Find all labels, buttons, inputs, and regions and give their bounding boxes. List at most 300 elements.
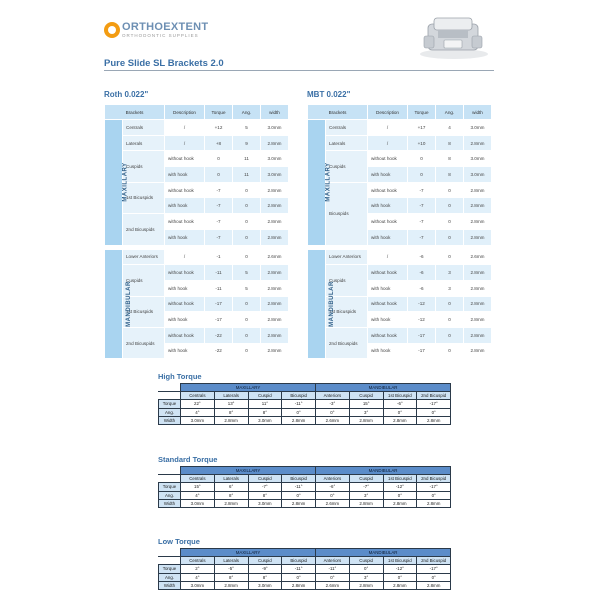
- maxillary-group-label: MAXILLARY: [105, 120, 123, 246]
- ang-cell: 0: [436, 312, 464, 328]
- column-header: Anteriors: [316, 557, 350, 565]
- desc-cell: with hook: [165, 229, 205, 245]
- header-width: width: [261, 105, 289, 120]
- torque-cell: -12: [408, 312, 436, 328]
- torque-table: [158, 383, 451, 425]
- value-cell: 2.6mm: [316, 499, 350, 507]
- column-header: Bicuspid: [282, 475, 316, 483]
- value-cell: 3.0mm: [248, 581, 282, 589]
- maxillary-header: MAXILLARY: [181, 384, 316, 392]
- width-cell: 2.8mm: [261, 343, 289, 359]
- torque-cell: 0: [205, 151, 233, 167]
- torque-cell: -7: [205, 229, 233, 245]
- header-width: width: [464, 105, 492, 120]
- ang-cell: 0: [233, 214, 261, 230]
- value-cell: -3°: [316, 400, 350, 408]
- torque-cell: -12: [408, 296, 436, 312]
- ang-cell: 5: [233, 280, 261, 296]
- torque-cell: +10: [408, 135, 436, 151]
- column-header: 1st Bicuspid: [383, 557, 417, 565]
- torque-cell: 0: [408, 167, 436, 183]
- value-cell: 15°: [181, 483, 215, 491]
- ang-cell: 0: [436, 249, 464, 265]
- value-cell: -17°: [417, 483, 451, 491]
- header-description: Description: [165, 105, 205, 120]
- column-header: Laterals: [214, 475, 248, 483]
- value-cell: 0°: [316, 491, 350, 499]
- torque-cell: 0: [205, 167, 233, 183]
- column-header: Cuspid: [349, 392, 383, 400]
- column-header: Anteriors: [316, 475, 350, 483]
- desc-cell: with hook: [368, 167, 408, 183]
- row-label: Torque: [159, 483, 181, 491]
- ang-cell: 0: [233, 327, 261, 343]
- width-cell: 2.6mm: [261, 249, 289, 265]
- tooth-name: Laterals: [326, 135, 368, 151]
- value-cell: 3°: [349, 408, 383, 416]
- value-cell: 2.8mm: [349, 499, 383, 507]
- desc-cell: without hook: [165, 151, 205, 167]
- torque-cell: -6: [408, 249, 436, 265]
- value-cell: -7°: [349, 483, 383, 491]
- value-cell: 22°: [181, 400, 215, 408]
- mbt-table-section: [307, 90, 491, 359]
- column-header: Anteriors: [316, 392, 350, 400]
- ang-cell: 0: [233, 249, 261, 265]
- mandibular-group-label: MANDIBULAR: [105, 249, 123, 359]
- ang-cell: 8: [436, 151, 464, 167]
- column-header: 2nd Bicuspid: [417, 557, 451, 565]
- ang-cell: 11: [233, 167, 261, 183]
- width-cell: 2.8mm: [464, 229, 492, 245]
- catalog-page: [104, 14, 494, 594]
- value-cell: 15°: [349, 400, 383, 408]
- table-row: [159, 416, 451, 424]
- value-cell: 2.8mm: [383, 416, 417, 424]
- value-cell: 0°: [417, 408, 451, 416]
- torque-table-section: [158, 372, 450, 425]
- torque-table-section: [158, 455, 450, 508]
- desc-cell: with hook: [165, 167, 205, 183]
- value-cell: 2.8mm: [383, 581, 417, 589]
- value-cell: 8°: [214, 408, 248, 416]
- value-cell: 2.8mm: [282, 499, 316, 507]
- torque-cell: -11: [205, 265, 233, 281]
- value-cell: 3.0mm: [181, 416, 215, 424]
- column-header: 1st Bicuspid: [383, 475, 417, 483]
- column-header: Cuspid: [349, 557, 383, 565]
- ang-cell: 0: [436, 182, 464, 198]
- ang-cell: 0: [436, 214, 464, 230]
- value-cell: 3.0mm: [181, 499, 215, 507]
- value-cell: -12°: [383, 565, 417, 573]
- column-header: 2nd Bicuspid: [417, 475, 451, 483]
- row-label: Ang.: [159, 573, 181, 581]
- width-cell: 2.8mm: [261, 214, 289, 230]
- value-cell: 2.6mm: [316, 416, 350, 424]
- header-ang: Ang.: [436, 105, 464, 120]
- desc-cell: with hook: [368, 229, 408, 245]
- value-cell: -11°: [282, 483, 316, 491]
- value-cell: 0°: [282, 491, 316, 499]
- torque-cell: -6: [408, 280, 436, 296]
- width-cell: 2.8mm: [464, 265, 492, 281]
- logo-text: ORTHOEXTENT: [122, 21, 209, 33]
- value-cell: 8°: [248, 573, 282, 581]
- desc-cell: /: [368, 120, 408, 136]
- value-cell: 3.0mm: [248, 416, 282, 424]
- roth-table: [104, 104, 289, 359]
- ang-cell: 5: [233, 120, 261, 136]
- tooth-name: 2nd Bicuspids: [326, 327, 368, 358]
- row-label: Torque: [159, 565, 181, 573]
- value-cell: -5°: [214, 565, 248, 573]
- width-cell: 2.8mm: [261, 280, 289, 296]
- tooth-name: Cuspids: [123, 265, 165, 296]
- mandibular-header: MANDIBULAR: [316, 467, 451, 475]
- column-header: Cuspid: [349, 475, 383, 483]
- column-header: Centrals: [181, 557, 215, 565]
- torque-table: [158, 466, 451, 508]
- ang-cell: 0: [436, 198, 464, 214]
- width-cell: 2.8mm: [261, 182, 289, 198]
- desc-cell: with hook: [165, 312, 205, 328]
- width-cell: 2.8mm: [464, 198, 492, 214]
- value-cell: 3.0mm: [181, 581, 215, 589]
- table-row: [159, 573, 451, 581]
- width-cell: 2.8mm: [464, 182, 492, 198]
- desc-cell: without hook: [368, 151, 408, 167]
- width-cell: 2.8mm: [261, 296, 289, 312]
- ang-cell: 0: [436, 327, 464, 343]
- desc-cell: with hook: [368, 280, 408, 296]
- value-cell: 4°: [181, 573, 215, 581]
- value-cell: 4°: [181, 408, 215, 416]
- torque-table: [158, 548, 451, 590]
- desc-cell: with hook: [368, 312, 408, 328]
- ang-cell: 8: [436, 135, 464, 151]
- desc-cell: /: [165, 120, 205, 136]
- tooth-name: 1st Bicuspids: [123, 182, 165, 213]
- maxillary-header: MAXILLARY: [181, 549, 316, 557]
- roth-table-section: [104, 90, 288, 359]
- torque-table-title: Standard Torque: [158, 455, 218, 464]
- desc-cell: with hook: [165, 343, 205, 359]
- torque-cell: -17: [205, 296, 233, 312]
- desc-cell: without hook: [368, 214, 408, 230]
- maxillary-group-label: MAXILLARY: [308, 120, 326, 246]
- value-cell: 6°: [214, 483, 248, 491]
- ang-cell: 0: [436, 343, 464, 359]
- value-cell: 0°: [316, 408, 350, 416]
- torque-cell: 0: [408, 151, 436, 167]
- table-row: [159, 483, 451, 491]
- value-cell: 2.8mm: [282, 581, 316, 589]
- torque-cell: -22: [205, 327, 233, 343]
- width-cell: 3.0mm: [261, 151, 289, 167]
- corner-cell: [159, 549, 181, 557]
- header-divider: [104, 70, 494, 71]
- column-header: Centrals: [181, 475, 215, 483]
- desc-cell: /: [368, 249, 408, 265]
- width-cell: 2.8mm: [464, 214, 492, 230]
- torque-cell: -7: [408, 229, 436, 245]
- ang-cell: 8: [436, 167, 464, 183]
- torque-cell: +12: [205, 120, 233, 136]
- width-cell: 3.0mm: [261, 120, 289, 136]
- value-cell: 2.8mm: [417, 581, 451, 589]
- torque-cell: -7: [408, 182, 436, 198]
- desc-cell: /: [368, 135, 408, 151]
- desc-cell: without hook: [368, 327, 408, 343]
- ang-cell: 0: [233, 296, 261, 312]
- torque-cell: -7: [408, 198, 436, 214]
- value-cell: -6°: [383, 400, 417, 408]
- torque-cell: -22: [205, 343, 233, 359]
- desc-cell: without hook: [165, 214, 205, 230]
- desc-cell: without hook: [165, 296, 205, 312]
- ang-cell: 3: [436, 265, 464, 281]
- width-cell: 2.8mm: [261, 312, 289, 328]
- value-cell: 3.0mm: [248, 499, 282, 507]
- value-cell: -17°: [417, 400, 451, 408]
- torque-cell: +17: [408, 120, 436, 136]
- row-label: Ang.: [159, 408, 181, 416]
- ang-cell: 0: [233, 229, 261, 245]
- ang-cell: 0: [233, 182, 261, 198]
- table-row: [159, 491, 451, 499]
- corner-cell: [159, 475, 181, 483]
- header-brackets: Brackets: [308, 105, 368, 120]
- value-cell: 8°: [214, 573, 248, 581]
- value-cell: 8°: [248, 408, 282, 416]
- width-cell: 2.8mm: [464, 135, 492, 151]
- tooth-name: Centrals: [123, 120, 165, 136]
- torque-cell: +8: [205, 135, 233, 151]
- header-ang: Ang.: [233, 105, 261, 120]
- desc-cell: without hook: [368, 265, 408, 281]
- value-cell: 0°: [383, 491, 417, 499]
- logo-mark-icon: [104, 22, 120, 38]
- mandibular-header: MANDIBULAR: [316, 384, 451, 392]
- tooth-name: Cuspids: [123, 151, 165, 182]
- ang-cell: 9: [233, 135, 261, 151]
- tooth-name: Cuspids: [326, 265, 368, 296]
- corner-cell: [159, 384, 181, 392]
- value-cell: 3°: [349, 491, 383, 499]
- value-cell: 0°: [282, 573, 316, 581]
- desc-cell: without hook: [368, 182, 408, 198]
- value-cell: 2.8mm: [214, 581, 248, 589]
- width-cell: 2.8mm: [261, 265, 289, 281]
- row-label: Width: [159, 581, 181, 589]
- table-row: [159, 499, 451, 507]
- value-cell: 0°: [316, 573, 350, 581]
- value-cell: -11°: [316, 565, 350, 573]
- tooth-name: 1st Bicuspids: [123, 296, 165, 327]
- column-header: Cuspid: [248, 475, 282, 483]
- value-cell: 2.8mm: [349, 416, 383, 424]
- desc-cell: without hook: [368, 296, 408, 312]
- desc-cell: /: [165, 249, 205, 265]
- header-torque: Torque: [408, 105, 436, 120]
- ang-cell: 0: [233, 343, 261, 359]
- brand-logo: [104, 16, 208, 44]
- value-cell: -6°: [316, 483, 350, 491]
- maxillary-header: MAXILLARY: [181, 467, 316, 475]
- tooth-name: 2nd Bicuspids: [123, 327, 165, 358]
- torque-cell: -17: [408, 343, 436, 359]
- torque-table-title: High Torque: [158, 372, 202, 381]
- desc-cell: with hook: [165, 198, 205, 214]
- value-cell: 2.8mm: [383, 499, 417, 507]
- value-cell: 8°: [214, 491, 248, 499]
- desc-cell: with hook: [165, 280, 205, 296]
- value-cell: 2.8mm: [282, 416, 316, 424]
- tooth-name: Bicuspids: [326, 182, 368, 245]
- width-cell: 3.0mm: [464, 120, 492, 136]
- value-cell: 2.8mm: [214, 416, 248, 424]
- corner-cell: [159, 467, 181, 475]
- value-cell: 0°: [383, 573, 417, 581]
- width-cell: 2.8mm: [261, 198, 289, 214]
- value-cell: 2.8mm: [349, 581, 383, 589]
- product-title: Pure Slide SL Brackets 2.0: [104, 58, 224, 69]
- tooth-name: Lower Anteriors: [326, 249, 368, 265]
- mbt-title: MBT 0.022": [307, 90, 351, 99]
- ang-cell: 3: [436, 280, 464, 296]
- value-cell: 0°: [417, 573, 451, 581]
- header-torque: Torque: [205, 105, 233, 120]
- width-cell: 2.8mm: [261, 327, 289, 343]
- corner-cell: [159, 557, 181, 565]
- width-cell: 2.8mm: [464, 280, 492, 296]
- mbt-table: [307, 104, 492, 359]
- width-cell: 2.8mm: [261, 229, 289, 245]
- table-row: [159, 400, 451, 408]
- desc-cell: with hook: [368, 198, 408, 214]
- desc-cell: without hook: [165, 265, 205, 281]
- value-cell: 2.6mm: [316, 581, 350, 589]
- value-cell: 0°: [383, 408, 417, 416]
- column-header: 2nd Bicuspid: [417, 392, 451, 400]
- tooth-name: Centrals: [326, 120, 368, 136]
- tooth-name: Lower Anteriors: [123, 249, 165, 265]
- desc-cell: without hook: [165, 327, 205, 343]
- value-cell: 2.8mm: [214, 499, 248, 507]
- ang-cell: 4: [436, 120, 464, 136]
- value-cell: -11°: [282, 400, 316, 408]
- width-cell: 3.0mm: [261, 167, 289, 183]
- width-cell: 2.8mm: [464, 312, 492, 328]
- width-cell: 2.8mm: [464, 327, 492, 343]
- tooth-name: Laterals: [123, 135, 165, 151]
- ang-cell: 5: [233, 265, 261, 281]
- ang-cell: 0: [436, 296, 464, 312]
- row-label: Torque: [159, 400, 181, 408]
- value-cell: -12°: [383, 483, 417, 491]
- roth-title: Roth 0.022": [104, 90, 149, 99]
- torque-table-section: [158, 537, 450, 590]
- tooth-name: 2nd Bicuspids: [123, 214, 165, 245]
- desc-cell: /: [165, 135, 205, 151]
- column-header: Cuspid: [248, 557, 282, 565]
- bracket-product-icon: [414, 14, 492, 60]
- ang-cell: 11: [233, 151, 261, 167]
- column-header: Bicuspid: [282, 392, 316, 400]
- ang-cell: 0: [233, 198, 261, 214]
- width-cell: 2.8mm: [464, 296, 492, 312]
- ang-cell: 0: [233, 312, 261, 328]
- tooth-name: Cuspids: [326, 151, 368, 182]
- value-cell: 4°: [181, 491, 215, 499]
- width-cell: 2.6mm: [464, 249, 492, 265]
- table-row: [159, 408, 451, 416]
- column-header: Centrals: [181, 392, 215, 400]
- torque-cell: -7: [205, 214, 233, 230]
- logo-subtitle: ORTHODONTIC SUPPLIES: [122, 33, 199, 38]
- value-cell: 3°: [349, 573, 383, 581]
- desc-cell: without hook: [165, 182, 205, 198]
- torque-cell: -7: [408, 214, 436, 230]
- column-header: Bicuspid: [282, 557, 316, 565]
- torque-cell: -1: [205, 249, 233, 265]
- value-cell: -11°: [282, 565, 316, 573]
- value-cell: -7°: [248, 483, 282, 491]
- desc-cell: with hook: [368, 343, 408, 359]
- torque-cell: -6: [408, 265, 436, 281]
- table-row: [159, 565, 451, 573]
- header-description: Description: [368, 105, 408, 120]
- ang-cell: 0: [436, 229, 464, 245]
- table-row: [159, 581, 451, 589]
- column-header: Laterals: [214, 392, 248, 400]
- torque-table-title: Low Torque: [158, 537, 200, 546]
- width-cell: 2.8mm: [261, 135, 289, 151]
- mandibular-group-label: MANDIBULAR: [308, 249, 326, 359]
- value-cell: 0°: [349, 565, 383, 573]
- row-label: Width: [159, 499, 181, 507]
- mandibular-header: MANDIBULAR: [316, 549, 451, 557]
- column-header: Laterals: [214, 557, 248, 565]
- value-cell: -9°: [248, 565, 282, 573]
- value-cell: -17°: [417, 565, 451, 573]
- torque-cell: -17: [408, 327, 436, 343]
- corner-cell: [159, 392, 181, 400]
- value-cell: 2.8mm: [417, 416, 451, 424]
- row-label: Width: [159, 416, 181, 424]
- value-cell: 0°: [282, 408, 316, 416]
- width-cell: 3.0mm: [464, 151, 492, 167]
- value-cell: 2.8mm: [417, 499, 451, 507]
- row-label: Ang.: [159, 491, 181, 499]
- header-brackets: Brackets: [105, 105, 165, 120]
- value-cell: 11°: [248, 400, 282, 408]
- width-cell: 3.0mm: [464, 167, 492, 183]
- value-cell: 2°: [181, 565, 215, 573]
- value-cell: 0°: [417, 491, 451, 499]
- column-header: Cuspid: [248, 392, 282, 400]
- column-header: 1st Bicuspid: [383, 392, 417, 400]
- torque-cell: -7: [205, 182, 233, 198]
- value-cell: 13°: [214, 400, 248, 408]
- torque-cell: -11: [205, 280, 233, 296]
- torque-cell: -7: [205, 198, 233, 214]
- value-cell: 8°: [248, 491, 282, 499]
- torque-cell: -17: [205, 312, 233, 328]
- width-cell: 2.8mm: [464, 343, 492, 359]
- tooth-name: 1st Bicuspids: [326, 296, 368, 327]
